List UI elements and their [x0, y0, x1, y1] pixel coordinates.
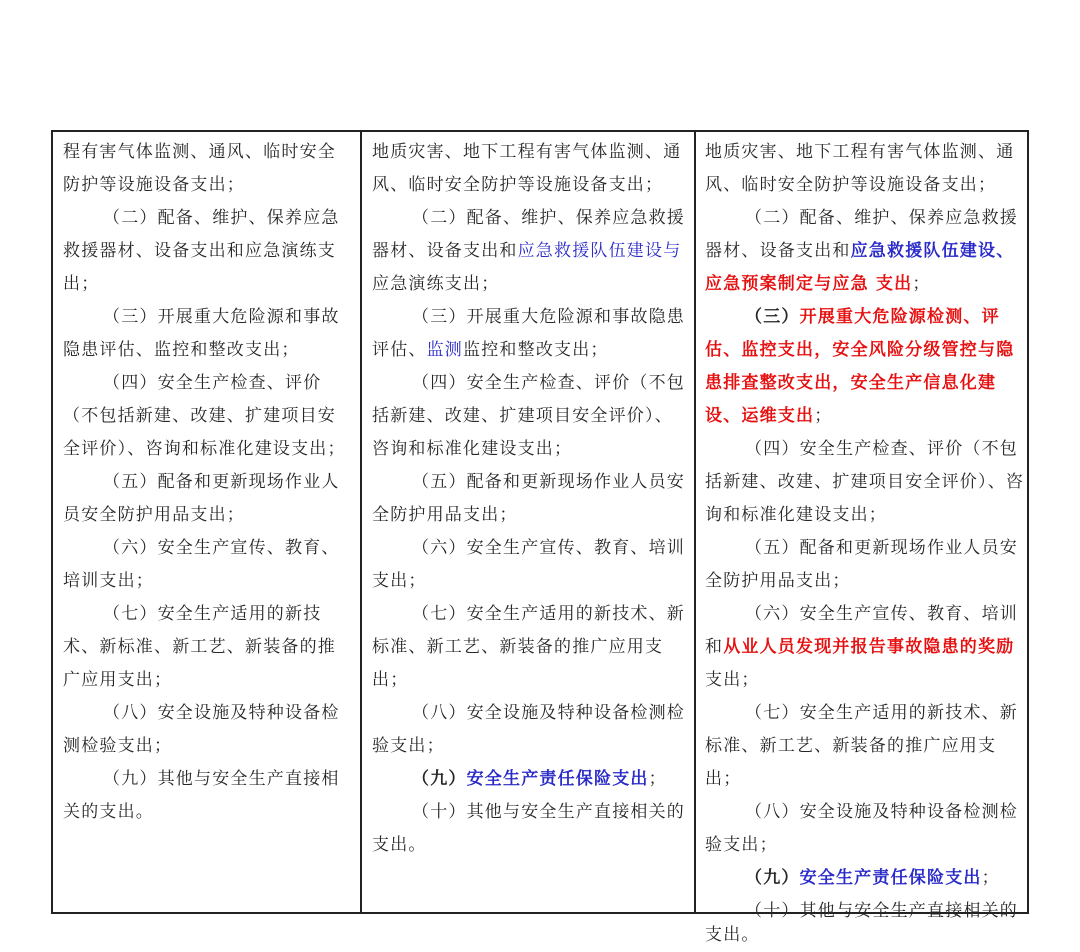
column-divider-1: [360, 132, 362, 912]
col2-item-3: （三）开展重大危险源和事故隐患评估、监测监控和整改支出；: [372, 307, 685, 360]
col2-item-1-continued: 地质灾害、地下工程有害气体监测、通风、临时安全防护等设施设备支出；: [372, 142, 682, 195]
col3-item-3-highlight: 开展重大危险源检测、评估、监控支出，安全风险分级管控与隐患排查整改支出，安全生产信息化建设、运维支出: [705, 307, 1015, 426]
col3-item-9: （九）安全生产责任保险支出；: [745, 868, 1000, 888]
col3-item-6-highlight: 从业人员发现并报告事故隐患的奖励: [723, 637, 1015, 657]
col3-item-4: （四）安全生产检查、评价（不包括新建、改建、扩建项目安全评价）、咨询和标准化建设支出；: [705, 439, 1025, 525]
col2-item-9-highlight: 安全生产责任保险支出: [466, 769, 649, 789]
col2-item-4: （四）安全生产检查、评价（不包括新建、改建、扩建项目安全评价）、咨询和标准化建设支出；: [372, 373, 685, 459]
col3-item-6: （六）安全生产宣传、教育、培训和从业人员发现并报告事故隐患的奖励支出；: [705, 604, 1018, 690]
col2-item-7: （七）安全生产适用的新技术、新标准、新工艺、新装备的推广应用支出；: [372, 604, 685, 690]
col3-item-1-continued: 地质灾害、地下工程有害气体监测、通风、临时安全防护等设施设备支出；: [705, 142, 1015, 195]
comparison-table: [51, 130, 1029, 945]
col1-item-9: （九）其他与安全生产直接相关的支出。: [63, 769, 340, 822]
column-draft: [372, 132, 689, 912]
col3-item-2-highlight-blue: 应急救援队伍建设、: [850, 241, 1015, 261]
col3-item-8: （八）安全设施及特种设备检测检验支出；: [705, 802, 1018, 855]
column-revised: [705, 132, 1025, 945]
col1-item-2: （二）配备、维护、保养应急救援器材、设备支出和应急演练支出；: [63, 208, 340, 294]
col2-item-2: （二）配备、维护、保养应急救援器材、设备支出和应急救援队伍建设与应急演练支出；: [372, 208, 685, 294]
col1-item-8: （八）安全设施及特种设备检测检验支出；: [63, 703, 340, 756]
col1-item-4: （四）安全生产检查、评价（不包括新建、改建、扩建项目安全评价）、咨询和标准化建设支出；: [63, 373, 346, 459]
col2-item-6: （六）安全生产宣传、教育、培训支出；: [372, 538, 685, 591]
col3-item-7: （七）安全生产适用的新技术、新标准、新工艺、新装备的推广应用支出；: [705, 703, 1018, 789]
col3-item-5: （五）配备和更新现场作业人员安全防护用品支出；: [705, 538, 1018, 591]
col1-item-5: （五）配备和更新现场作业人员安全防护用品支出；: [63, 472, 340, 525]
col2-item-5: （五）配备和更新现场作业人员安全防护用品支出；: [372, 472, 685, 525]
col2-item-2-highlight: 应急救援队伍建设与: [517, 241, 682, 261]
col3-item-3: （三）开展重大危险源检测、评估、监控支出，安全风险分级管控与隐患排查整改支出，安全生产信息化建设、运维支出；: [705, 307, 1015, 426]
col2-item-8: （八）安全设施及特种设备检测检验支出；: [372, 703, 685, 756]
col3-item-2-highlight-red: 应急预案制定与应急 支出: [705, 274, 913, 294]
col3-item-2: （二）配备、维护、保养应急救援器材、设备支出和应急救援队伍建设、应急预案制定与应急 支出；: [705, 208, 1018, 294]
col2-item-9: （九）安全生产责任保险支出；: [412, 769, 667, 789]
col1-item-1-continued: 程有害气体监测、通风、临时安全防护等设施设备支出；: [63, 142, 336, 195]
col2-item-3-highlight: 监测: [426, 340, 464, 360]
col2-item-10: （十）其他与安全生产直接相关的支出。: [372, 802, 685, 855]
column-divider-2: [694, 132, 696, 912]
col1-item-3: （三）开展重大危险源和事故隐患评估、监控和整改支出；: [63, 307, 340, 360]
col1-item-6: （六）安全生产宣传、教育、培训支出；: [63, 538, 340, 591]
col3-item-10: （十）其他与安全生产直接相关的支出。: [705, 901, 1018, 945]
col3-item-9-highlight: 安全生产责任保险支出: [799, 868, 982, 888]
column-original: [63, 132, 353, 912]
col1-item-7: （七）安全生产适用的新技术、新标准、新工艺、新装备的推广应用支出；: [63, 604, 336, 690]
